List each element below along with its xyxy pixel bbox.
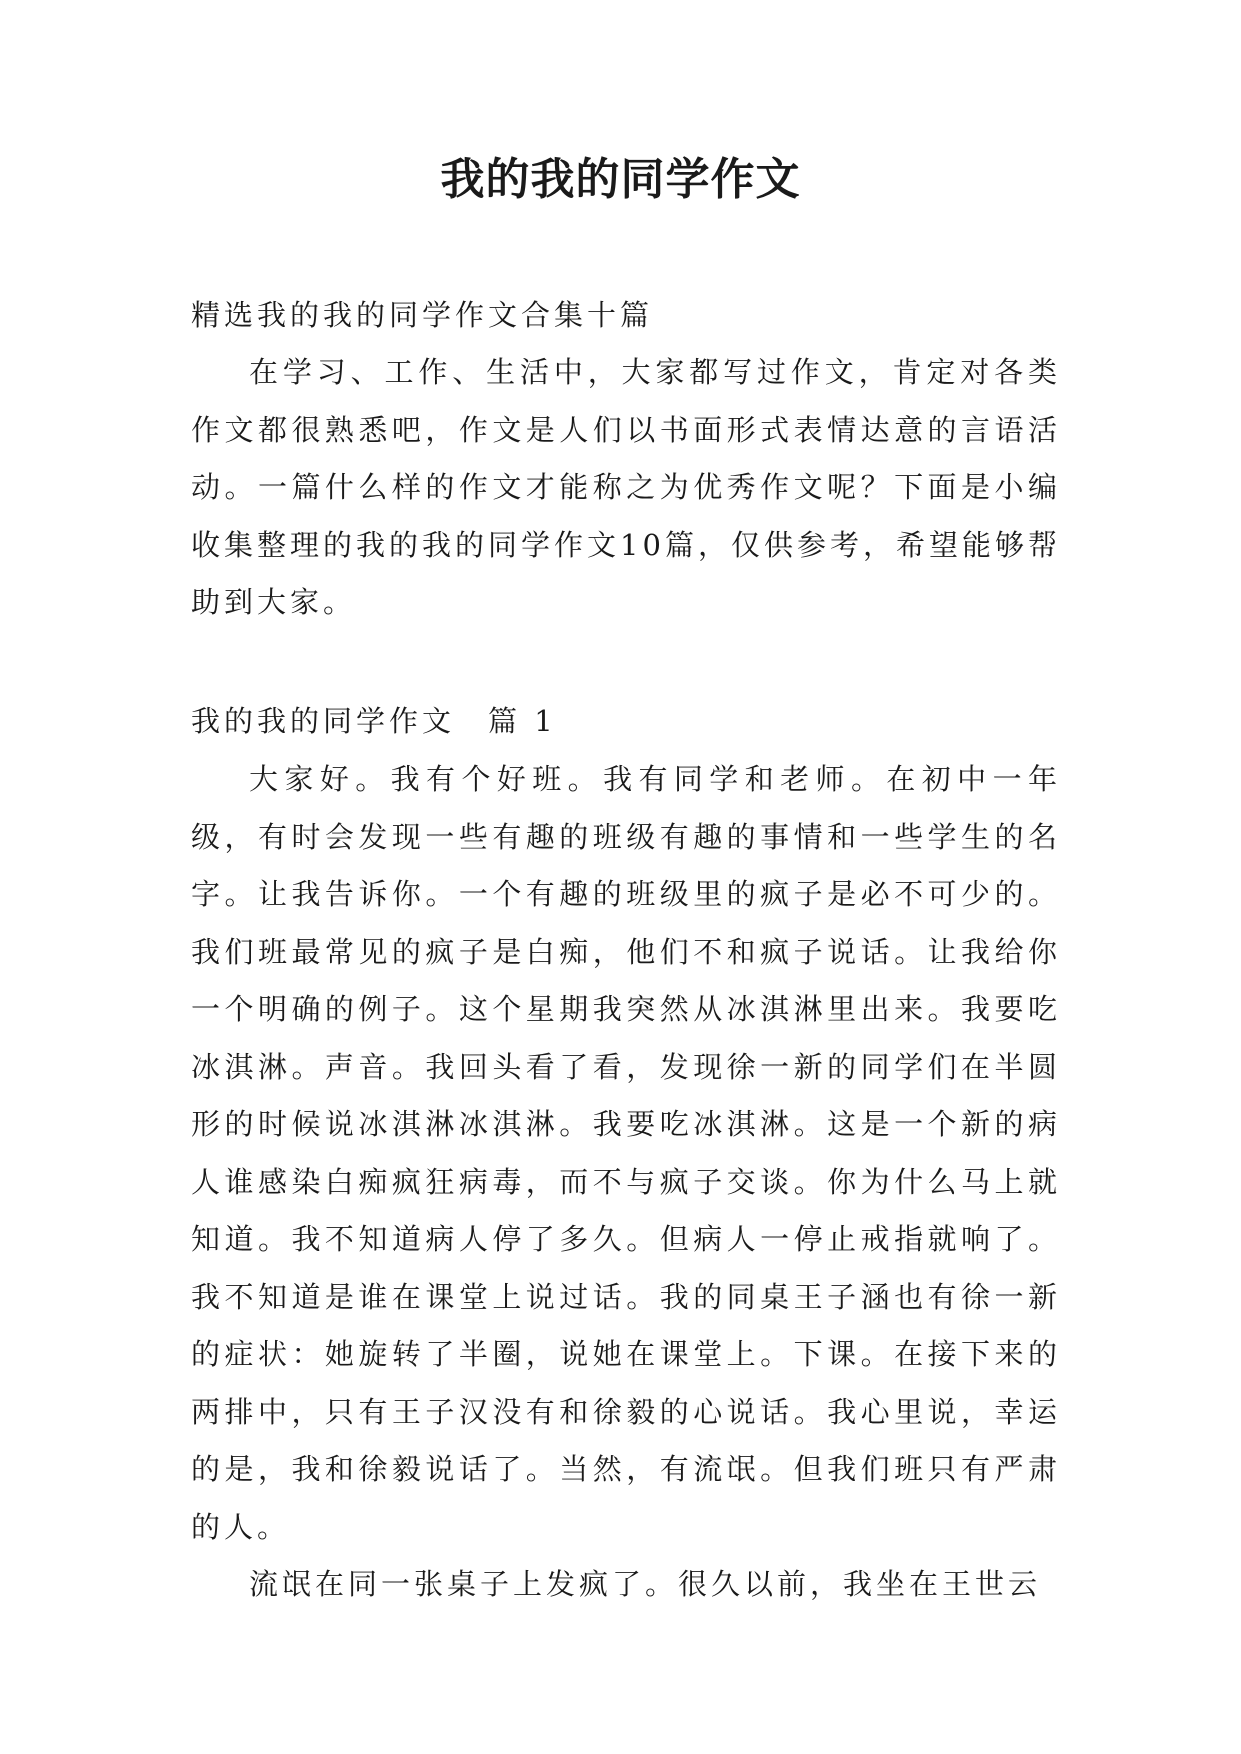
document-subtitle: 精选我的我的同学作文合集十篇 bbox=[191, 298, 654, 332]
intro-section bbox=[191, 344, 1061, 632]
section-1-heading: 我的我的同学作文 篇 1 bbox=[191, 704, 557, 738]
section-heading bbox=[191, 693, 1061, 751]
section-1-paragraph-1: 大家好。我有个好班。我有同学和老师。在初中一年级，有时会发现一些有趣的班级有趣的事情和一些学生的名字。让我告诉你。一个有趣的班级里的疯子是必不可少的。我们班最常见的疯子是白痴，他们不和疯子说话。让我给你一个明确的例子。这个星期我突然从冰淇淋里出来。我要吃冰淇淋。声音。我回头看了看，发现徐一新的同学们在半圆形的时候说冰淇淋冰淇淋。我要吃冰淇淋。这是一个新的病人谁感染白痴疯狂病毒，而不与疯子交谈。你为什么马上就知道。我不知道病人停了多久。但病人一停止戒指就响了。我不知道是谁在课堂上说过话。我的同桌王子涵也有徐一新的症状：她旋转了半圈，说她在课堂上。下课。在接下来的两排中，只有王子汉没有和徐毅的心说话。我心里说，幸运的是，我和徐毅说话了。当然，有流氓。但我们班只有严肃的人。 bbox=[191, 762, 1061, 1544]
document-title: 我的我的同学作文 bbox=[440, 154, 801, 205]
intro-paragraph: 在学习、工作、生活中，大家都写过作文，肯定对各类作文都很熟悉吧，作文是人们以书面形式表情达意的言语活动。一篇什么样的作文才能称之为优秀作文呢？下面是小编收集整理的我的我的同学作文10篇，仅供参考，希望能够帮助到大家。 bbox=[191, 355, 1061, 619]
section-1-paragraph-2: 流氓在同一张桌子上发疯了。很久以前，我坐在王世云 bbox=[249, 1567, 1042, 1601]
section-1-body bbox=[191, 751, 1061, 1614]
